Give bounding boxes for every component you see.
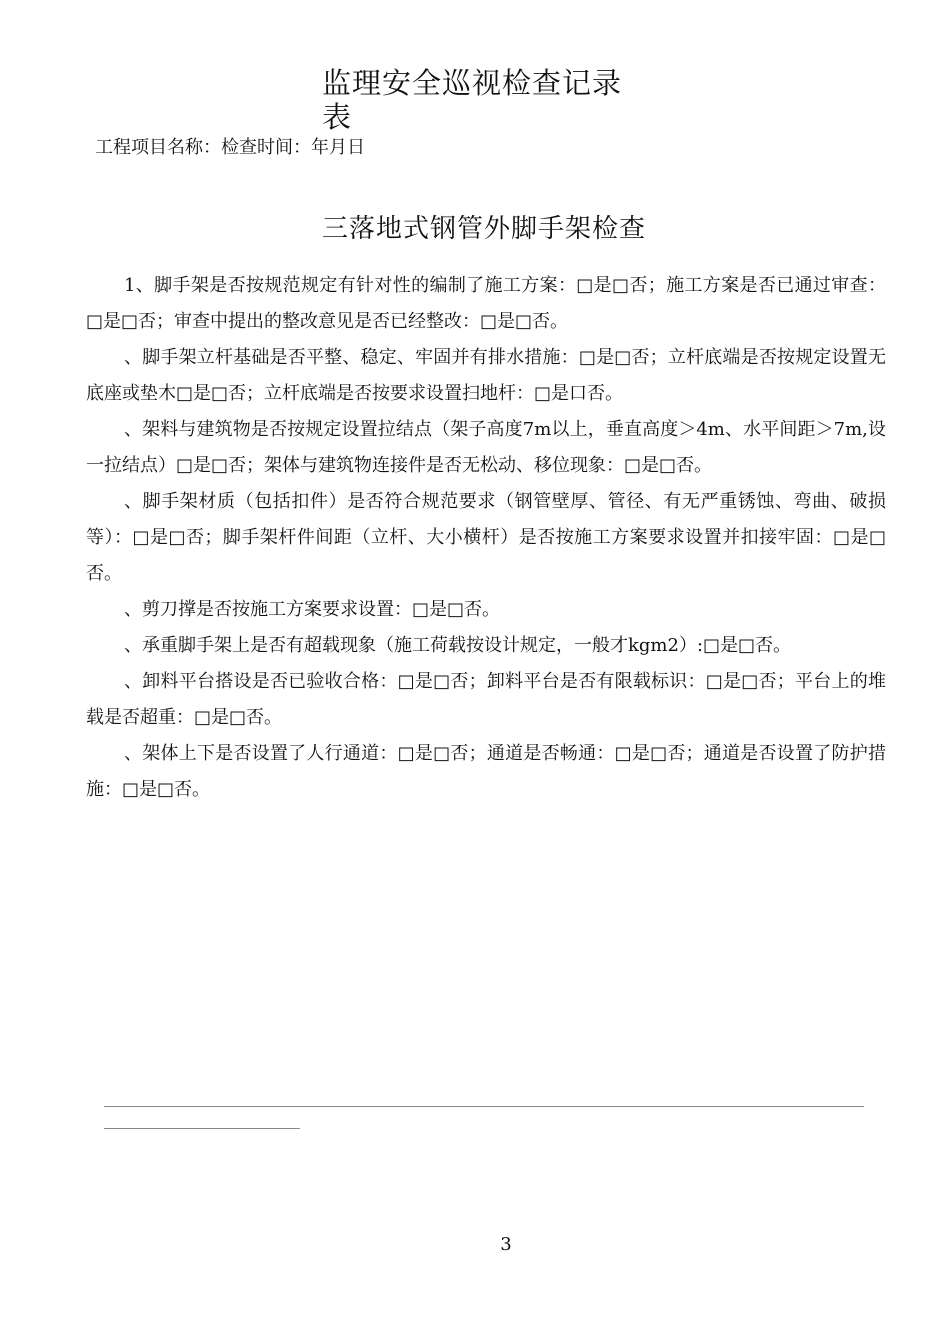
checklist-item-5: 、剪刀撑是否按施工方案要求设置：□是□否。 <box>124 599 501 620</box>
footnote-divider-long <box>104 1106 864 1107</box>
footnote-divider-short <box>104 1128 300 1129</box>
checklist-item-2: 、脚手架立杆基础是否平整、稳定、牢固并有排水措施：□是□否；立杆底端是否按规定设置无底座或垫木□是□否；立杆底端是否按要求设置扫地杆：□是口否。 <box>86 347 886 404</box>
page-number: 3 <box>500 1234 512 1255</box>
section-title: 三落地式钢管外脚手架检查 <box>322 214 647 244</box>
checklist-item-7: 、卸料平台搭设是否已验收合格：□是□否；卸料平台是否有限载标识：□是□否；平台上的堆载是否超重：□是□否。 <box>86 671 886 728</box>
checklist-item-3: 、架料与建筑物是否按规定设置拉结点（架子高度7m以上，垂直高度＞4m、水平间距＞7m,设一拉结点）□是□否；架体与建筑物连接件是否无松动、移位现象：□是□否。 <box>86 419 886 476</box>
project-meta-line: 工程项目名称：检查时间：年月日 <box>95 137 365 158</box>
checklist-item-4: 、脚手架材质（包括扣件）是否符合规范要求（钢管壁厚、管径、有无严重锈蚀、弯曲、破损等）：□是□否；脚手架杆件间距（立杆、大小横杆）是否按施工方案要求设置并扣接牢固：□是□否。 <box>86 491 886 584</box>
document-title: 监理安全巡视检查记录表 <box>322 66 623 134</box>
checklist-item-8: 、架体上下是否设置了人行通道：□是□否；通道是否畅通：□是□否；通道是否设置了防护措施：□是□否。 <box>86 743 886 800</box>
checklist-item-6: 、承重脚手架上是否有超载现象（施工荷载按设计规定，一般才kgm2）:□是□否。 <box>124 635 792 656</box>
checklist-body <box>86 268 886 808</box>
checklist-item-1: 1、脚手架是否按规范规定有针对性的编制了施工方案：□是□否；施工方案是否已通过审查：□是□否；审查中提出的整改意见是否已经整改：□是□否。 <box>86 275 886 332</box>
